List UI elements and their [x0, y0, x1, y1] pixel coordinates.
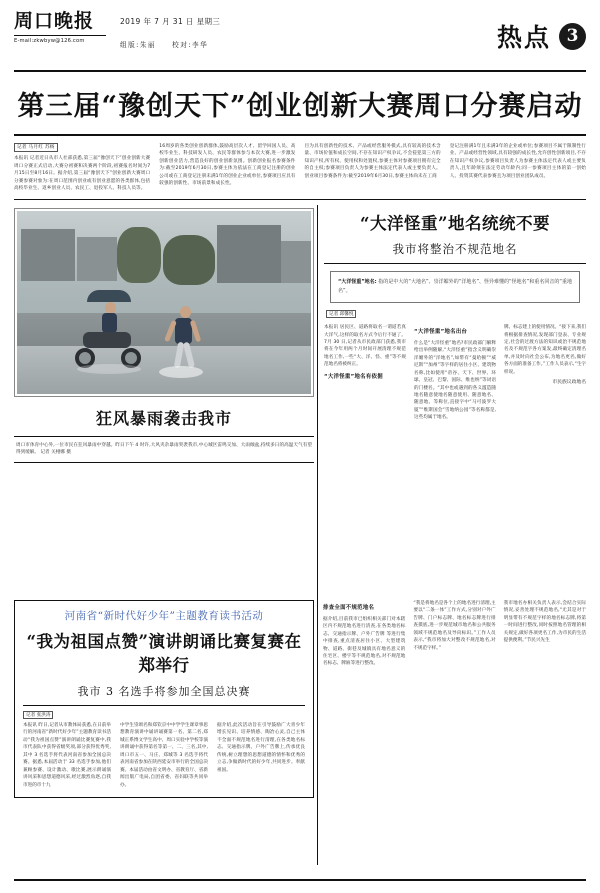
top-article — [14, 136, 586, 200]
bottom-boxed-article — [14, 600, 314, 798]
logo-divider — [14, 35, 106, 36]
byline-label: 记者 马月红 苏杨 — [14, 143, 58, 152]
photo-scooter — [69, 324, 147, 368]
paragraph: 据介绍,目前我市已组织相关部门对本辖区内不规范地名进行清查,在各类地名标志、交通指示牌、户外广告牌 — [323, 616, 406, 637]
photo-person-leg — [183, 341, 195, 368]
newspaper-logo — [14, 10, 110, 44]
paragraph: 等进行集中排查,重点清查居住小区、大型建筑物、道路、街巷及城镇具有地名意义的住宅区、楼宇等不规范地名,对不规范地名标志、牌匾等进行整改。 — [323, 631, 406, 667]
masthead — [14, 10, 586, 72]
photo-building — [77, 237, 117, 281]
bottom-byline-label: 记者 张洪涛 — [23, 711, 53, 719]
masthead-right — [436, 10, 586, 54]
paragraph: 什么是“大洋怪重”地名?市民政部门解释给出举例随解,“大洋怪重”指含义明确崇洋媚外的“洋地名”,如带有“曼哈顿”“威尼斯”“加州”等字样的居住小区、建筑物名称,比如使用“帝谷、天下、世界、环球、皇冠、巴黎、国际、维也纳”等词语的门楼名。“其中也或遇到的各义滥造随地名随意使地名随意使用、随意地名、随意地、等称位,直接字中“马可波罗大厦”“维斯国会“雪地纳公园”等名称都是,这些均属于地名。 — [414, 340, 496, 421]
bottom-right-column: “我是将地名是各个上的地名进行清理,主要以“二条一体”工作方式,分别对户外广告牌、门户标志牌、地名标志牌进行排查摸底,进一步规范城市地名和公共服务领域不规范地名及导向标识。”工作人员表示,“我市将加大对整改不规范地名,对不规范字样。” — [413, 601, 496, 651]
bottom-right-columns — [323, 600, 586, 668]
paragraph: 登记注册满1年且未满3年的企业或单位;参赛项目不属于限制性行业、产品或经营性领域,具有较强的成长性,允许创性创新项目,不存在知识产权争议,参赛项目负责人为参赛主体法定代表人或主要负责人,且年龄须在法定劳动年龄内;同一参赛项目主体的第一创始人、投资其赛代表参赛且为项目创业团队成员。 — [449, 144, 586, 179]
bottom-right-continuation — [323, 600, 586, 668]
bottom-columns — [23, 722, 305, 789]
photo-umbrella — [87, 290, 131, 302]
footer-divider — [14, 879, 586, 881]
bottom-column: 中学生崇颂名和郑钦京中中学学生课章事思想教育演讲中诵讲诵赛第一名、第二名,郑城正系博文学生高中、周口实验中学校等演讲朗诵中获得第名等第一、二、三名,其中,周口市五一、马庄、郑城等 3 名选手将代表河南省参加在陕西延安市举行的全国总决赛。本届活动由省文明办、省教育厅、省新闻出版广电局,自团省委、省妇联等共同举办。 — [120, 723, 208, 788]
top-article-column — [14, 143, 150, 193]
masthead-credits — [120, 39, 436, 49]
photo-building — [217, 225, 281, 283]
page-title: 第三届“豫创天下”创业创新大赛周口分赛启动 — [17, 91, 583, 122]
photo-building — [281, 241, 311, 283]
photo-pedestrian — [167, 304, 201, 370]
right-article-column — [414, 324, 496, 422]
right-article-subheadline: 我市将整治不规范地名 — [324, 234, 586, 264]
bottom-column: 据介绍,此次活动旨在引导鼓励广大青少年增长见识、培养情感、陶冶心灵,自己主体不全面不规范地名进行清理,在各类地名标志、交通指示牌、户外广告牌上,传承优良传统,树立理想的思想道德的情怀和优秀的立志,争做新时代的好少年,共同进步。奉献祖国。 — [217, 723, 305, 773]
section-title: 热点 — [496, 23, 551, 52]
logo-text: 周口晚报 — [14, 10, 95, 32]
photo-frame — [14, 208, 314, 397]
right-article-column — [504, 324, 586, 422]
bottom-right-column: 我市地名办相关负责人表示,会结合实际情况,妥善处理不规范地名,“尤其是对于明显带有不规范字样的地名标志牌,将第一时间进行整改,同时按照地名管理的相关规定,做好各项更名工作,为市民的生活提供便利。”节民兴先生 — [503, 601, 586, 644]
right-article-signature: 市民族议政地名 — [552, 380, 586, 386]
definition-box — [330, 271, 580, 304]
right-byline — [324, 310, 586, 322]
photo-tree — [117, 227, 161, 283]
page-number-badge: 3 — [559, 23, 586, 50]
photo-description-text: 周口市体育中心外,一位市民在狂风暴雨中穿越。昨日下午 4 时许,大风夹杂暴雨突袭我市,中心城区雷鸣交加、大雨倾盆,持续多日的高温天气有望得到缓解。 — [16, 442, 312, 456]
photo-tree — [163, 235, 215, 285]
photo-splash — [77, 364, 141, 374]
credit-layout: 组版:朱丽 — [120, 41, 157, 49]
byline — [14, 143, 150, 152]
bottom-byline — [23, 706, 305, 722]
right-article-columns — [324, 322, 586, 422]
right-byline-label: 记者 邱馨悦 — [326, 310, 356, 318]
paragraph: 目为具有创新性的技术、产品或经营服务模式,具有较高的技术含量、市场价值和成长空间,不存在知识产权争议,不会侵犯第三方的知识产权,所有权、使用权和处置权,参赛主体对参赛项目拥有完全的自主权;参赛项目负责人为参赛主体法定代表人或主要负责人。创业项目参赛条件为:截至2019年6月30日,参赛主体尚未在工商 — [304, 144, 441, 179]
photo-building — [21, 229, 75, 281]
definition-text: 指的是中大的“大地名”、崇洋媚外的“洋地名”、怪异难懂的“怪地名”和重名同音的“重地名”。 — [338, 278, 572, 294]
photo-story — [14, 208, 314, 463]
photo-scooter-body — [83, 332, 131, 348]
top-article-column — [305, 143, 441, 193]
paragraph: 牌、标志建上的使用情况。“接下来,我们将根据排查情况,发现部门登表、专业规定,社会的过渡方法的知识或治不规范地名及不规范字各方案发,最终确定清理名单,并及时向社会公布,为地名更名,做好各方面的准备工作。”工作人员表示,“生字样说。 — [504, 325, 587, 375]
middle-region — [14, 200, 586, 463]
masthead-center — [110, 10, 436, 49]
paragraph: 本报讯 居民区、道路将取名一谓道若真大洋气,这样的取名方式今后行不通了。7月 30 日,记者从市民政部门获悉,我市将在今年用两个月时间开展清理不规范地名工作,一些“大、洋、怪、重”等不规范地名将被纠正。 — [324, 325, 406, 368]
subheading: “大洋怪重”地名有依据 — [324, 373, 383, 380]
logo-email: E-mail:zkwbyw@126.com — [14, 37, 85, 44]
photo-description — [14, 436, 314, 463]
subheading: 排查全面不规范地名 — [323, 605, 375, 611]
photo-rider-torso — [102, 313, 117, 333]
bottom-subheadline: 我市 3 名选手将参加全国总决赛 — [23, 683, 305, 706]
bottom-column: 本报讯 昨日,记者从市教体局获悉,在日前举行的河南省“新时代好少年”主题教育读书活动“我为祖国点赞”演讲朗诵比赛复赛中,我市代表队中获得省级奖项,部分获得优秀奖,其中 3 名选手将代表河南省参加全国总决赛。据悉,本届活动于 33 名选手参加,他们兼顾参赛、设计激动、歌比赛,展示朗诵演讲风采和思想道德风采,经过激烈角逐,自我市进的市十九 — [23, 723, 111, 788]
column-divider — [317, 205, 318, 865]
publication-date: 2019 年 7 月 31 日 星期三 — [120, 17, 221, 26]
credit-proofread: 校对:李华 — [172, 41, 209, 49]
top-article-column — [450, 143, 586, 193]
bottom-kicker: 河南省“新时代好少年”主题教育读书活动 — [64, 610, 264, 622]
photo-credit: 记者 关栩娜 摄 — [40, 450, 71, 456]
paragraph: 16周岁的各类创业创新群体,鼓励高层次人才、留学回国人员、高校毕业生、科技研发人员、农民等群体参与本次大赛,进一步激发创新创业活力,营造良好的创业创新氛围。创新创业报名参赛条件为:截至2019年6月30日,参赛主体为依法在工商登记注册的创业公司或在工商登记注册未满1年的创业企业或单位,参赛项目应具有较强的创新性、市场前景和成长性。 — [159, 144, 296, 187]
right-article-column — [324, 324, 406, 422]
paragraph: 本报讯 记者近日从市人社部获悉,第三届“豫创天下”创业创新大赛周口分赛正式启动,大赛分初赛和决赛两个阶段,初赛报名时间为7月15日至8月16日。据介绍,第三届“豫创天下”创业创新大赛周口分赛参赛对象为:在周口范围内创业或有创业意愿的各类群体,包括高校毕业生、返乡创业人员、农民工、退役军人、科技人员等。 — [14, 156, 151, 192]
definition-title: “大洋怪重”地名: — [338, 278, 377, 285]
right-article-headline: “大洋怪重”地名统统不要 — [360, 213, 550, 233]
news-photo — [17, 211, 311, 394]
lead-headline-block — [14, 72, 586, 136]
bottom-headline: “我为祖国点赞”演讲朗诵比赛复赛在郑举行 — [26, 632, 302, 675]
top-article-column — [159, 143, 295, 193]
photo-rider-head — [105, 302, 116, 314]
photo-splash — [159, 366, 203, 378]
subheading: “大洋怪重”地名出台 — [414, 329, 468, 336]
bottom-right-column — [323, 600, 405, 668]
photo-person-head — [180, 306, 191, 318]
photo-rider — [99, 302, 123, 336]
right-article — [324, 208, 586, 463]
photo-caption: 狂风暴雨袭击我市 — [95, 408, 232, 428]
